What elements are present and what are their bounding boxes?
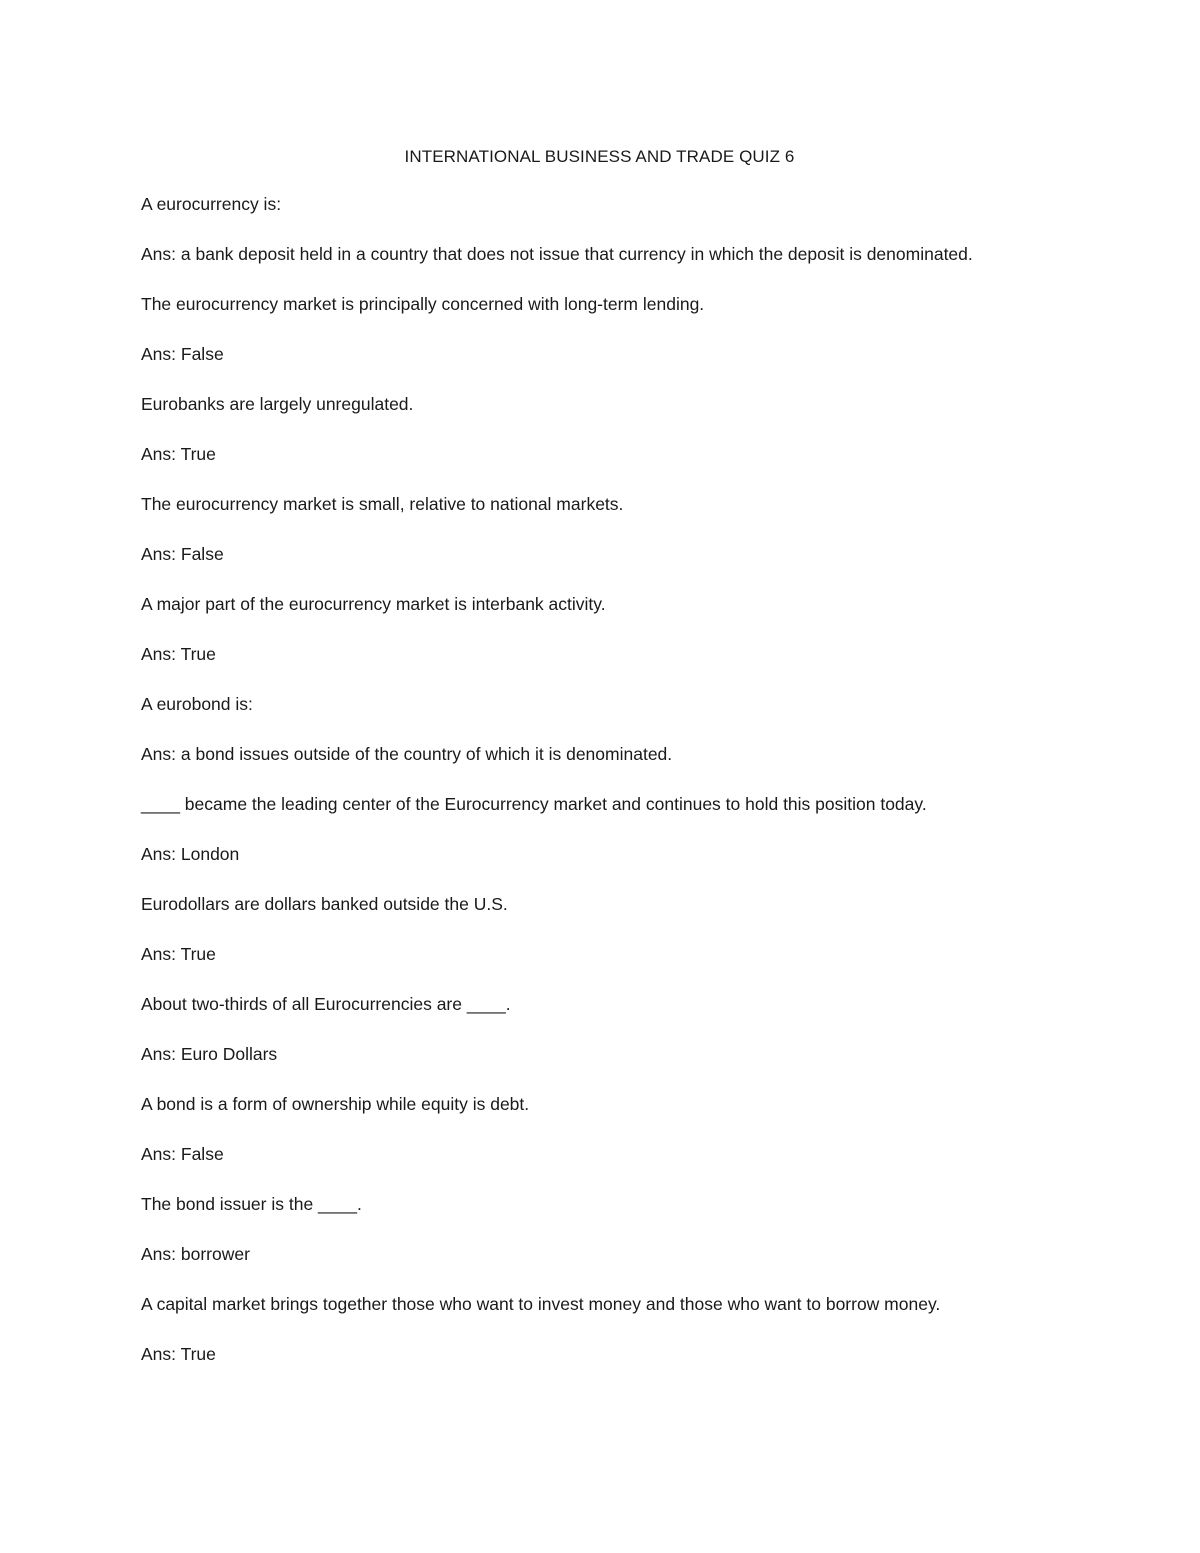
question-3: Eurobanks are largely unregulated. — [141, 394, 414, 414]
answer-12: Ans: True — [141, 1344, 216, 1364]
answer-4: Ans: False — [141, 544, 224, 564]
answer-11: Ans: borrower — [141, 1244, 250, 1264]
answer-1: Ans: a bank deposit held in a country that does not issue that currency in which the deposit is denominated. — [141, 244, 973, 264]
question-2: The eurocurrency market is principally concerned with long-term lending. — [141, 294, 705, 314]
answer-9: Ans: Euro Dollars — [141, 1044, 278, 1064]
document-body — [141, 145, 1058, 1369]
question-11: The bond issuer is the ____. — [141, 1194, 362, 1214]
question-5: A major part of the eurocurrency market is interbank activity. — [141, 594, 606, 614]
answer-8: Ans: True — [141, 944, 216, 964]
answer-5: Ans: True — [141, 644, 216, 664]
question-9: About two-thirds of all Eurocurrencies are ____. — [141, 994, 511, 1014]
page-title: INTERNATIONAL BUSINESS AND TRADE QUIZ 6 — [404, 147, 795, 166]
question-1: A eurocurrency is: — [141, 194, 282, 214]
answer-6: Ans: a bond issues outside of the country of which it is denominated. — [141, 744, 673, 764]
question-4: The eurocurrency market is small, relative to national markets. — [141, 494, 624, 514]
question-8: Eurodollars are dollars banked outside the U.S. — [141, 894, 508, 914]
question-10: A bond is a form of ownership while equity is debt. — [141, 1094, 530, 1114]
answer-2: Ans: False — [141, 344, 224, 364]
question-6: A eurobond is: — [141, 694, 253, 714]
answer-10: Ans: False — [141, 1144, 224, 1164]
qa-list — [141, 169, 1058, 1369]
question-7: ____ became the leading center of the Eurocurrency market and continues to hold this position today. — [141, 794, 927, 814]
answer-3: Ans: True — [141, 444, 216, 464]
answer-7: Ans: London — [141, 844, 240, 864]
question-12: A capital market brings together those who want to invest money and those who want to borrow money. — [141, 1294, 941, 1314]
